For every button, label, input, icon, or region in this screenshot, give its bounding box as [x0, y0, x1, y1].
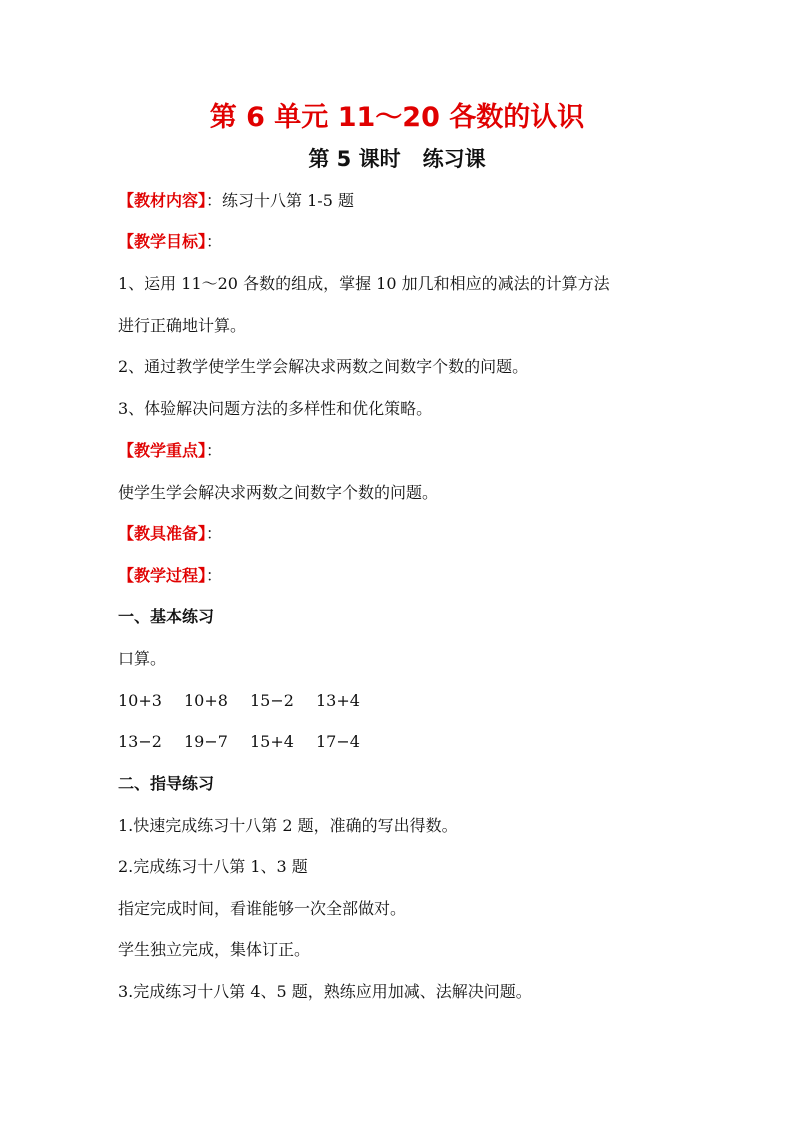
lesson-subtitle: [0, 143, 794, 175]
key-points-heading: 【教学重点】: [118, 441, 207, 460]
key-points-text: 使学生学会解决求两数之间数字个数的问题。: [118, 483, 439, 502]
objectives-heading-line: 【教学目标】：: [118, 232, 223, 251]
guided-practice-line: 指定完成时间，看谁能够一次全部做对。: [118, 899, 407, 918]
objective-item: 进行正确地计算。: [118, 316, 247, 335]
objective-item: 3、体验解决问题方法的多样性和优化策略。: [118, 399, 433, 418]
calc-item: 19−7: [184, 732, 228, 751]
unit-title: 第 6 单元 11～20 各数的认识: [209, 102, 585, 133]
guided-practice-line: 3.完成练习十八第 4、5 题，熟练应用加减、法解决问题。: [118, 982, 532, 1001]
section-basic-practice-title: 一、基本练习: [118, 607, 215, 626]
objective-item: 1、运用 11～20 各数的组成，掌握 10 加几和相应的减法的计算方法: [118, 274, 610, 293]
process-heading: 【教学过程】: [118, 566, 207, 585]
teaching-content-text: 练习十八第 1-5 题: [222, 191, 354, 210]
calc-row-1: [118, 688, 382, 714]
section-guided-practice-title: 二、指导练习: [118, 774, 215, 793]
objectives-heading: 【教学目标】: [118, 232, 207, 251]
guided-practice-line: 学生独立完成，集体订正。: [118, 940, 311, 959]
guided-practice-line: 1.快速完成练习十八第 2 题，准确的写出得数。: [118, 816, 458, 835]
calc-item: 17−4: [316, 732, 360, 751]
key-points-heading-line: 【教学重点】：: [118, 441, 223, 460]
process-heading-line: 【教学过程】：: [118, 566, 223, 585]
calc-item: 13−2: [118, 732, 162, 751]
lesson-name: 练习课: [422, 147, 486, 171]
teaching-content-heading: 【教材内容】: [118, 191, 207, 210]
calc-item: 13+4: [316, 691, 360, 710]
calc-item: 15+4: [250, 732, 294, 751]
calc-item: 15−2: [250, 691, 294, 710]
calc-item: 10+3: [118, 691, 162, 710]
tools-heading-line: 【教具准备】：: [118, 524, 223, 543]
objective-item: 2、通过教学使学生学会解决求两数之间数字个数的问题。: [118, 357, 529, 376]
teaching-content-line: 【教材内容】：练习十八第 1-5 题: [118, 191, 354, 210]
oral-calc-intro: 口算。: [118, 649, 167, 668]
calc-item: 10+8: [184, 691, 228, 710]
guided-practice-line: 2.完成练习十八第 1、3 题: [118, 857, 308, 876]
calc-row-2: [118, 729, 382, 755]
tools-heading: 【教具准备】: [118, 524, 207, 543]
lesson-number: 第 5 课时: [308, 147, 401, 171]
